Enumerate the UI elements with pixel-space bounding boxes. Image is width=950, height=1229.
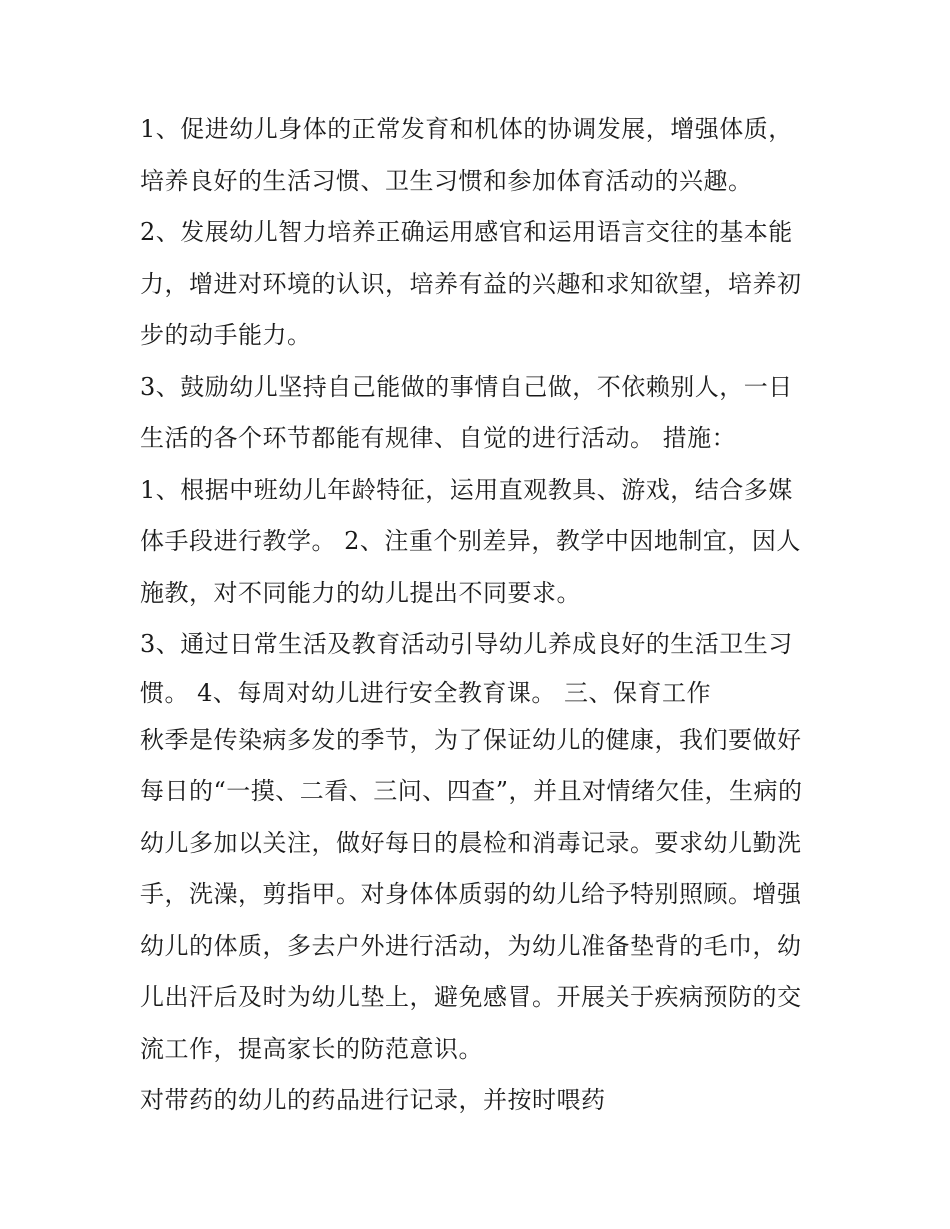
text-line: 力，增进对环境的认识，培养有益的兴趣和求知欲望，培养初 (140, 269, 802, 298)
text-line: 每日的“一摸、二看、三问、四查”，并且对情绪欠佳，生病的 (140, 777, 803, 805)
document-body (140, 104, 820, 1127)
text-line: 惯。 4、每周对幼儿进行安全教育课。 三、保育工作 (140, 678, 712, 707)
text-line: 培养良好的生活习惯、卫生习惯和参加体育活动的兴趣。 (140, 166, 753, 195)
text-line: 3、鼓励幼儿坚持自己能做的事情自己做，不依赖别人，一日 (140, 372, 793, 401)
text-line: 儿出汗后及时为幼儿垫上，避免感冒。开展关于疾病预防的交 (140, 983, 802, 1011)
text-line: 1、促进幼儿身体的正常发育和机体的协调发展，增强体质， (140, 115, 793, 143)
text-line: 步的动手能力。 (140, 321, 312, 349)
text-line: 2、发展幼儿智力培养正确运用感官和运用语言交往的基本能 (140, 218, 793, 246)
text-line: 生活的各个环节都能有规律、自觉的进行活动。 措施： (140, 424, 737, 452)
text-line: 3、通过日常生活及教育活动引导幼儿养成良好的生活卫生习 (140, 630, 793, 658)
text-line: 对带药的幼儿的药品进行记录，并按时喂药 (140, 1086, 606, 1114)
text-line: 体手段进行教学。 2、注重个别差异，教学中因地制宜，因人 (140, 527, 801, 555)
text-line: 施教，对不同能力的幼儿提出不同要求。 (140, 578, 581, 607)
text-line: 幼儿的体质，多去户外进行活动，为幼儿准备垫背的毛巾，幼 (140, 931, 802, 960)
text-line: 手，洗澡，剪指甲。对身体体质弱的幼儿给予特别照顾。增强 (140, 880, 802, 908)
text-line: 幼儿多加以关注，做好每日的晨检和消毒记录。要求幼儿勤洗 (140, 828, 802, 857)
text-line: 1、根据中班幼儿年龄特征，运用直观教具、游戏，结合多媒 (140, 475, 793, 504)
text-line: 流工作，提高家长的防范意识。 (140, 1034, 483, 1063)
text-line: 秋季是传染病多发的季节，为了保证幼儿的健康，我们要做好 (140, 725, 802, 754)
